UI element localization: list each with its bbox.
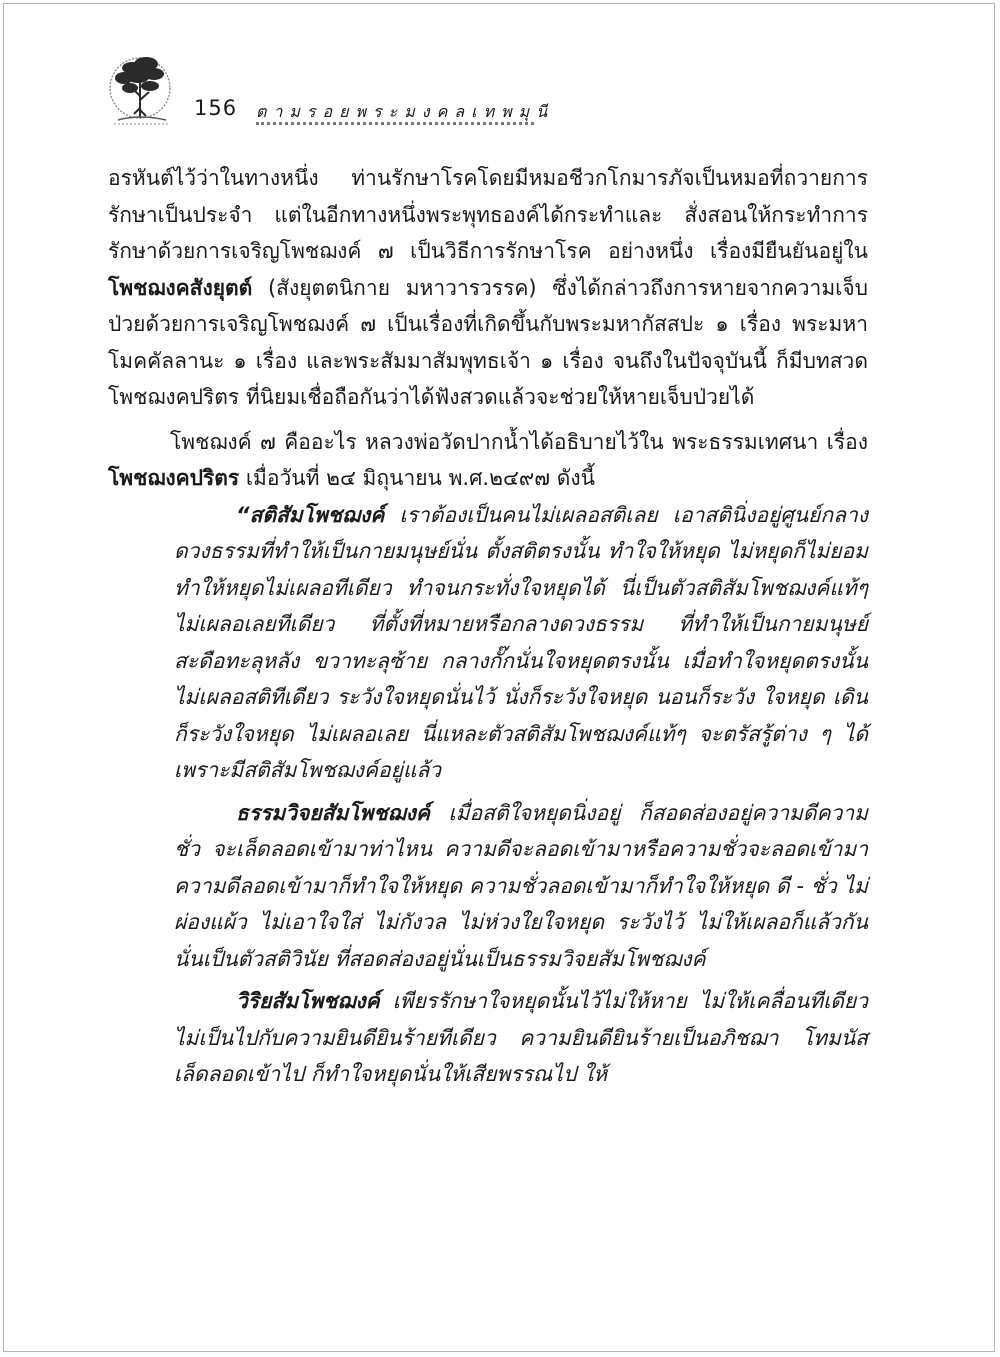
tree-icon — [104, 44, 184, 134]
quote-sati-text: เราต้องเป็นคนไม่เผลอสติเลย เอาสตินิ่งอยู่ศูนย์กลางดวงธรรมที่ทำให้เป็นกายมนุษย์นั่น ตั้งสติตรงนั้น ทำใจให้หยุด ไม่หยุดก็ไม่ยอม ทำให้หยุดไม่เผลอทีเดียว ทำจนกระทั่งใจหยุดได้ นี่เป็นตัวสติสัมโพชฌงค์แท้ๆ ไม่เผลอเลยทีเดียว ที่ตั้งที่หมายหรือกลางดวงธรรม ที่ทำให้เป็นกายมนุษย์ สะดือทะลุหลัง ขวาทะลุซ้าย กลางกั๊กนั่นใจหยุดตรงนั้น เมื่อทำใจหยุดตรงนั้น ไม่เผลอสติทีเดียว ระวังใจหยุดนั่นไว้ นั่งก็ระวังใจหยุด นอนก็ระวัง ใจหยุด เดินก็ระวังใจหยุด ไม่เผลอเลย นี่แหละตัวสติสัมโพชฌงค์แท้ๆ จะตรัสรู้ต่าง ๆ ได้ เพราะมีสติสัมโพชฌงค์อยู่แล้ว — [174, 502, 868, 782]
body-text — [108, 160, 868, 1093]
running-title: ตามรอยพระมงคลเทพมุนี — [256, 102, 555, 121]
paragraph-1-text: อรหันต์ไว้ว่าในทางหนึ่ง ท่านรักษาโรคโดยมีหมอชีวกโกมารภัจเป็นหมอที่ถวายการรักษาเป็นประจำ แต่ในอีกทางหนึ่งพระพุทธองค์ได้กระทำและ สั่งสอนให้กระทำการรักษาด้วยการเจริญโพชฌงค์ ๗ เป็นวิธีการรักษาโรค อย่างหนึ่ง เรื่องมียืนยันอยู่ใน — [108, 166, 868, 263]
quote-viriya-text: เพียรรักษาใจหยุดนั้นไว้ไม่ให้หาย ไม่ให้เคลื่อนทีเดียว ไม่เป็นไปกับความยินดียินร้ายทีเดียว ความยินดียินร้ายเป็นอภิชฌา โทมนัส เล็ดลอดเข้าไป ก็ทำใจหยุดนั่นให้เสียพรรณไป ให้ — [174, 989, 868, 1086]
paragraph-1 — [108, 160, 868, 416]
quote-sati — [174, 497, 868, 789]
page-number: 156 — [194, 96, 238, 120]
paragraph-2-bold-term: โพชฌงคปริตร — [108, 466, 240, 490]
bodhi-tree-logo — [104, 44, 184, 134]
paragraph-1-text-rest: (สังยุตตนิกาย มหาวารวรรค) ซึ่งได้กล่าวถึงการหายจากความเจ็บป่วยด้วยการเจริญโพชฌงค์ ๗ เป็นเรื่องที่เกิดขึ้นกับพระมหากัสสปะ ๑ เรื่อง พระมหาโมคคัลลานะ ๑ เรื่อง และพระสัมมาสัมพุทธเจ้า ๑ เรื่อง จนถึงในปัจจุบันนี้ ก็มีบทสวดโพชฌงคปริตร ที่นิยมเชื่อถือกันว่าได้ฟังสวดแล้วจะช่วยให้หายเจ็บป่วยได้ — [108, 275, 868, 409]
quote-viriya — [174, 983, 868, 1093]
quote-sati-term: “สติสัมโพชฌงค์ — [236, 502, 385, 527]
quote-dhammavicaya-term: ธรรมวิจยสัมโพชฌงค์ — [236, 800, 430, 825]
paragraph-2-text-rest: เมื่อวันที่ ๒๔ มิถุนายน พ.ศ.๒๔๙๗ ดังนี้ — [239, 466, 595, 490]
quote-dhammavicaya-text: เมื่อสติใจหยุดนิ่งอยู่ ก็สอดส่องอยู่ความดีความชั่ว จะเล็ดลอดเข้ามาท่าไหน ความดีจะลอดเข้ามาหรือความชั่วจะลอดเข้ามา ความดีลอดเข้ามาก็ทำใจให้หยุด ความชั่วลอดเข้ามาก็ทำใจให้หยุด ดี - ชั่ว ไม่ผ่องแผ้ว ไม่เอาใจใส่ ไม่กังวล ไม่ห่วงใยใจหยุด ระวังไว้ ไม่ให้เผลอก็แล้วกัน นั่นเป็นตัวสติวินัย ที่สอดส่องอยู่นั่นเป็นธรรมวิจยสัมโพชฌงค์ — [174, 800, 868, 971]
paragraph-2 — [108, 424, 868, 497]
quote-viriya-term: วิริยสัมโพชฌงค์ — [236, 989, 380, 1013]
paragraph-1-bold-term: โพชฌงคสังยุตต์ — [108, 275, 253, 300]
title-underline-dots — [256, 122, 534, 125]
quote-dhammavicaya — [174, 795, 868, 978]
paragraph-2-text: โพชฌงค์ ๗ คืออะไร หลวงพ่อวัดปากน้ำได้อธิบายไว้ใน พระธรรมเทศนา เรื่อง — [170, 429, 868, 454]
